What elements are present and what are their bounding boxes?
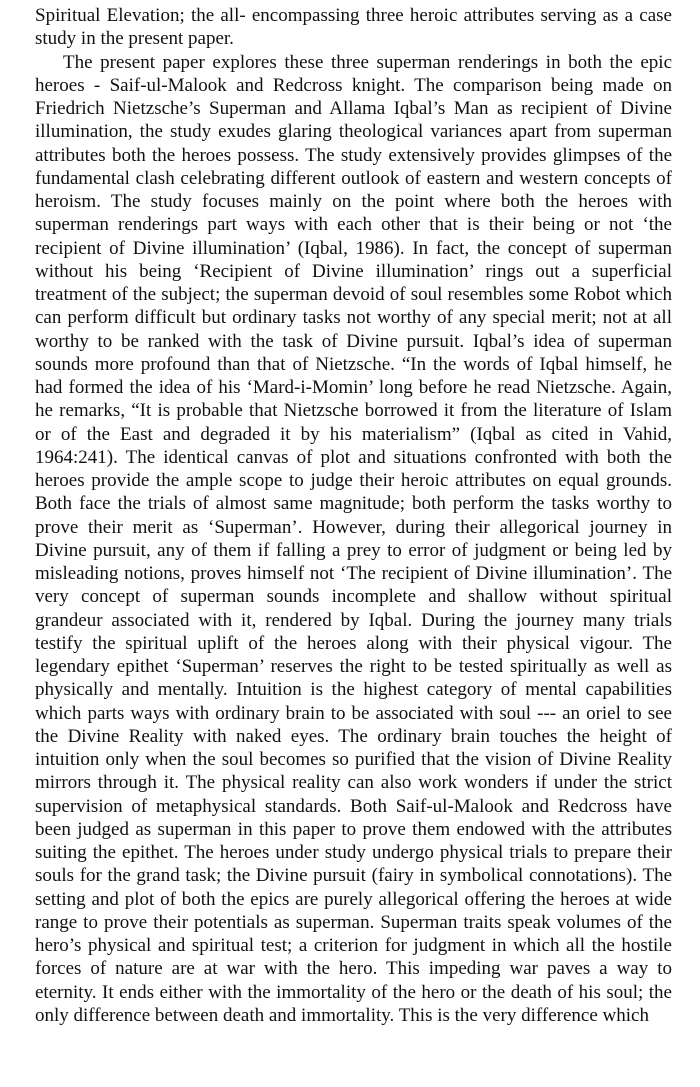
document-page (35, 4, 672, 1027)
paragraph-continuation: Spiritual Elevation; the all- encompassing three heroic attributes serving as a case study in the present paper. (35, 5, 672, 50)
paragraph-main: The present paper explores these three superman renderings in both the epic heroes - Saif-ul-Malook and Redcross knight. The comparison being made on Friedrich Nietzsche’s Superman and Allama Iqbal’s Man as recipient of Divine illumination, the study exudes glaring theological variances apart from superman attributes both the heroes possess. The study extensively provides glimpses of the fundamental clash celebrating different outlook of eastern and western concepts of heroism. The study focuses mainly on the point where both the heroes with superman renderings part ways with each other that is their being or not ‘the recipient of Divine illumination’ (Iqbal, 1986). In fact, the concept of superman without his being ‘Recipient of Divine illumination’ rings out a superficial treatment of the subject; the superman devoid of soul resembles some Robot which can perform difficult but ordinary tasks not worthy of any special merit; not at all worthy to be ranked with the task of Divine pursuit. Iqbal’s idea of superman sounds more profound than that of Nietzsche. “In the words of Iqbal himself, he had formed the idea of his ‘Mard-i-Momin’ long before he read Nietzsche. Again, he remarks, “It is probable that Nietzsche borrowed it from the literature of Islam or of the East and degraded it by his materialism” (Iqbal as cited in Vahid, 1964:241). The identical canvas of plot and situations confronted with both the heroes provide the ample scope to judge their heroic attributes on equal grounds. Both face the trials of almost same magnitude; both perform the tasks worthy to prove their merit as ‘Superman’. However, during their allegorical journey in Divine pursuit, any of them if falling a prey to error of judgment or being led by misleading notions, proves himself not ‘The recipient of Divine illumination’. The very concept of superman sounds incomplete and shallow without spiritual grandeur associated with it, rendered by Iqbal. During the journey many trials testify the spiritual uplift of the heroes along with their physical vigour. The legendary epithet ‘Superman’ reserves the right to be tested spiritually as well as physically and mentally. Intuition is the highest category of mental capabilities which parts ways with ordinary brain to be associated with soul --- an oriel to see the Divine Reality with naked eyes. The ordinary brain touches the height of intuition only when the soul becomes so purified that the vision of Divine Reality mirrors through it. The physical reality can also work wonders if under the strict supervision of metaphysical standards. Both Saif-ul-Malook and Redcross have been judged as superman in this paper to prove them endowed with the attributes suiting the epithet. The heroes under study undergo physical trials to prepare their souls for the grand task; the Divine pursuit (fairy in symbolical connotations). The setting and plot of both the epics are purely allegorical offering the heroes at wide range to prove their potentials as superman. Superman traits speak volumes of the hero’s physical and spiritual test; a criterion for judgment in which all the hostile forces of nature are at war with the hero. This impeding war paves a way to eternity. It ends either with the immortality of the hero or the death of his soul; the only difference between death and immortality. This is the very difference which (35, 51, 672, 1026)
